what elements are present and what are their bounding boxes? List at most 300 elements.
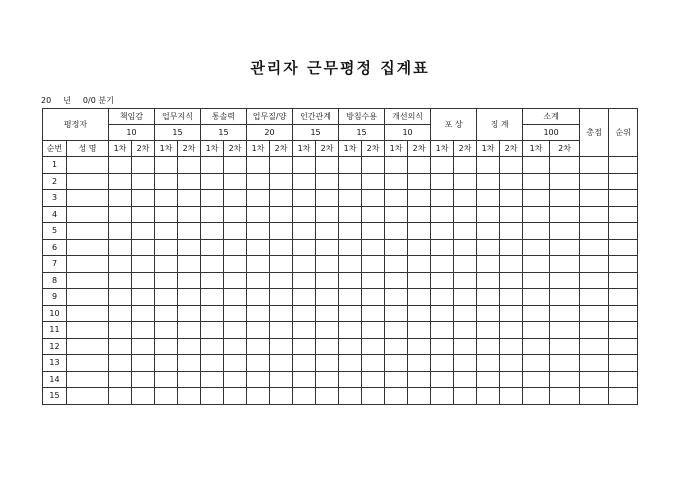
empty-cell[interactable] xyxy=(155,173,178,190)
empty-cell[interactable] xyxy=(362,223,385,240)
empty-cell[interactable] xyxy=(580,388,609,405)
empty-cell[interactable] xyxy=(362,322,385,339)
empty-cell[interactable] xyxy=(500,305,523,322)
empty-cell[interactable] xyxy=(550,305,580,322)
empty-cell[interactable] xyxy=(550,206,580,223)
empty-cell[interactable] xyxy=(385,371,408,388)
empty-cell[interactable] xyxy=(408,190,431,207)
empty-cell[interactable] xyxy=(224,223,247,240)
empty-cell[interactable] xyxy=(247,388,270,405)
empty-cell[interactable] xyxy=(385,173,408,190)
empty-cell[interactable] xyxy=(293,239,316,256)
empty-cell[interactable] xyxy=(609,272,638,289)
empty-cell[interactable] xyxy=(109,272,132,289)
empty-cell[interactable] xyxy=(477,355,500,372)
empty-cell[interactable] xyxy=(362,157,385,174)
empty-cell[interactable] xyxy=(477,223,500,240)
empty-cell[interactable] xyxy=(362,305,385,322)
empty-cell[interactable] xyxy=(67,173,109,190)
empty-cell[interactable] xyxy=(385,223,408,240)
empty-cell[interactable] xyxy=(431,223,454,240)
empty-cell[interactable] xyxy=(316,338,339,355)
empty-cell[interactable] xyxy=(247,338,270,355)
empty-cell[interactable] xyxy=(339,223,362,240)
empty-cell[interactable] xyxy=(385,305,408,322)
empty-cell[interactable] xyxy=(431,305,454,322)
empty-cell[interactable] xyxy=(247,289,270,306)
empty-cell[interactable] xyxy=(339,305,362,322)
empty-cell[interactable] xyxy=(385,239,408,256)
empty-cell[interactable] xyxy=(178,157,201,174)
empty-cell[interactable] xyxy=(339,289,362,306)
empty-cell[interactable] xyxy=(201,371,224,388)
empty-cell[interactable] xyxy=(155,355,178,372)
empty-cell[interactable] xyxy=(224,239,247,256)
empty-cell[interactable] xyxy=(270,190,293,207)
empty-cell[interactable] xyxy=(224,272,247,289)
empty-cell[interactable] xyxy=(67,239,109,256)
empty-cell[interactable] xyxy=(316,256,339,273)
empty-cell[interactable] xyxy=(550,173,580,190)
empty-cell[interactable] xyxy=(224,388,247,405)
empty-cell[interactable] xyxy=(580,305,609,322)
empty-cell[interactable] xyxy=(609,223,638,240)
empty-cell[interactable] xyxy=(109,305,132,322)
empty-cell[interactable] xyxy=(431,173,454,190)
empty-cell[interactable] xyxy=(316,190,339,207)
empty-cell[interactable] xyxy=(431,272,454,289)
empty-cell[interactable] xyxy=(431,190,454,207)
empty-cell[interactable] xyxy=(109,157,132,174)
empty-cell[interactable] xyxy=(523,190,550,207)
empty-cell[interactable] xyxy=(580,173,609,190)
empty-cell[interactable] xyxy=(247,190,270,207)
empty-cell[interactable] xyxy=(316,239,339,256)
empty-cell[interactable] xyxy=(580,157,609,174)
empty-cell[interactable] xyxy=(609,322,638,339)
empty-cell[interactable] xyxy=(109,173,132,190)
empty-cell[interactable] xyxy=(609,338,638,355)
empty-cell[interactable] xyxy=(293,272,316,289)
empty-cell[interactable] xyxy=(339,338,362,355)
empty-cell[interactable] xyxy=(431,371,454,388)
empty-cell[interactable] xyxy=(316,388,339,405)
empty-cell[interactable] xyxy=(293,355,316,372)
empty-cell[interactable] xyxy=(454,388,477,405)
empty-cell[interactable] xyxy=(477,157,500,174)
empty-cell[interactable] xyxy=(550,190,580,207)
empty-cell[interactable] xyxy=(454,338,477,355)
empty-cell[interactable] xyxy=(109,388,132,405)
empty-cell[interactable] xyxy=(454,206,477,223)
empty-cell[interactable] xyxy=(201,223,224,240)
empty-cell[interactable] xyxy=(431,322,454,339)
empty-cell[interactable] xyxy=(109,355,132,372)
empty-cell[interactable] xyxy=(293,173,316,190)
empty-cell[interactable] xyxy=(523,338,550,355)
empty-cell[interactable] xyxy=(523,355,550,372)
empty-cell[interactable] xyxy=(224,173,247,190)
empty-cell[interactable] xyxy=(385,289,408,306)
empty-cell[interactable] xyxy=(500,322,523,339)
empty-cell[interactable] xyxy=(247,322,270,339)
empty-cell[interactable] xyxy=(67,355,109,372)
empty-cell[interactable] xyxy=(408,206,431,223)
empty-cell[interactable] xyxy=(109,206,132,223)
empty-cell[interactable] xyxy=(454,223,477,240)
empty-cell[interactable] xyxy=(132,223,155,240)
empty-cell[interactable] xyxy=(477,272,500,289)
empty-cell[interactable] xyxy=(201,322,224,339)
empty-cell[interactable] xyxy=(201,305,224,322)
empty-cell[interactable] xyxy=(431,355,454,372)
empty-cell[interactable] xyxy=(178,322,201,339)
empty-cell[interactable] xyxy=(270,223,293,240)
empty-cell[interactable] xyxy=(293,206,316,223)
empty-cell[interactable] xyxy=(431,206,454,223)
empty-cell[interactable] xyxy=(580,322,609,339)
empty-cell[interactable] xyxy=(523,388,550,405)
empty-cell[interactable] xyxy=(500,388,523,405)
empty-cell[interactable] xyxy=(339,322,362,339)
empty-cell[interactable] xyxy=(224,338,247,355)
empty-cell[interactable] xyxy=(109,256,132,273)
empty-cell[interactable] xyxy=(178,206,201,223)
empty-cell[interactable] xyxy=(201,355,224,372)
empty-cell[interactable] xyxy=(178,173,201,190)
empty-cell[interactable] xyxy=(132,173,155,190)
empty-cell[interactable] xyxy=(408,157,431,174)
empty-cell[interactable] xyxy=(454,173,477,190)
empty-cell[interactable] xyxy=(454,289,477,306)
empty-cell[interactable] xyxy=(431,256,454,273)
empty-cell[interactable] xyxy=(580,355,609,372)
empty-cell[interactable] xyxy=(201,256,224,273)
empty-cell[interactable] xyxy=(270,173,293,190)
empty-cell[interactable] xyxy=(500,371,523,388)
empty-cell[interactable] xyxy=(201,157,224,174)
empty-cell[interactable] xyxy=(155,371,178,388)
empty-cell[interactable] xyxy=(132,355,155,372)
empty-cell[interactable] xyxy=(270,239,293,256)
empty-cell[interactable] xyxy=(550,223,580,240)
empty-cell[interactable] xyxy=(293,223,316,240)
empty-cell[interactable] xyxy=(408,388,431,405)
empty-cell[interactable] xyxy=(67,190,109,207)
empty-cell[interactable] xyxy=(408,355,431,372)
empty-cell[interactable] xyxy=(132,371,155,388)
empty-cell[interactable] xyxy=(316,322,339,339)
empty-cell[interactable] xyxy=(523,305,550,322)
empty-cell[interactable] xyxy=(550,322,580,339)
empty-cell[interactable] xyxy=(270,305,293,322)
empty-cell[interactable] xyxy=(270,388,293,405)
empty-cell[interactable] xyxy=(155,223,178,240)
empty-cell[interactable] xyxy=(201,239,224,256)
empty-cell[interactable] xyxy=(67,338,109,355)
empty-cell[interactable] xyxy=(316,206,339,223)
empty-cell[interactable] xyxy=(609,239,638,256)
empty-cell[interactable] xyxy=(580,338,609,355)
empty-cell[interactable] xyxy=(270,272,293,289)
empty-cell[interactable] xyxy=(293,190,316,207)
empty-cell[interactable] xyxy=(609,173,638,190)
empty-cell[interactable] xyxy=(550,355,580,372)
empty-cell[interactable] xyxy=(109,322,132,339)
empty-cell[interactable] xyxy=(550,272,580,289)
empty-cell[interactable] xyxy=(362,173,385,190)
empty-cell[interactable] xyxy=(224,289,247,306)
empty-cell[interactable] xyxy=(132,239,155,256)
empty-cell[interactable] xyxy=(523,256,550,273)
empty-cell[interactable] xyxy=(609,355,638,372)
empty-cell[interactable] xyxy=(247,305,270,322)
empty-cell[interactable] xyxy=(454,157,477,174)
empty-cell[interactable] xyxy=(155,190,178,207)
empty-cell[interactable] xyxy=(523,223,550,240)
empty-cell[interactable] xyxy=(155,388,178,405)
empty-cell[interactable] xyxy=(550,256,580,273)
empty-cell[interactable] xyxy=(132,388,155,405)
empty-cell[interactable] xyxy=(316,223,339,240)
empty-cell[interactable] xyxy=(270,371,293,388)
empty-cell[interactable] xyxy=(454,355,477,372)
empty-cell[interactable] xyxy=(109,223,132,240)
empty-cell[interactable] xyxy=(178,223,201,240)
empty-cell[interactable] xyxy=(362,289,385,306)
empty-cell[interactable] xyxy=(609,388,638,405)
empty-cell[interactable] xyxy=(477,371,500,388)
empty-cell[interactable] xyxy=(293,338,316,355)
empty-cell[interactable] xyxy=(550,239,580,256)
empty-cell[interactable] xyxy=(201,289,224,306)
empty-cell[interactable] xyxy=(523,206,550,223)
empty-cell[interactable] xyxy=(550,157,580,174)
empty-cell[interactable] xyxy=(550,338,580,355)
empty-cell[interactable] xyxy=(523,289,550,306)
empty-cell[interactable] xyxy=(408,256,431,273)
empty-cell[interactable] xyxy=(155,157,178,174)
empty-cell[interactable] xyxy=(109,371,132,388)
empty-cell[interactable] xyxy=(523,272,550,289)
empty-cell[interactable] xyxy=(316,272,339,289)
empty-cell[interactable] xyxy=(431,338,454,355)
empty-cell[interactable] xyxy=(477,206,500,223)
empty-cell[interactable] xyxy=(500,223,523,240)
empty-cell[interactable] xyxy=(500,256,523,273)
empty-cell[interactable] xyxy=(523,322,550,339)
empty-cell[interactable] xyxy=(500,355,523,372)
empty-cell[interactable] xyxy=(580,289,609,306)
empty-cell[interactable] xyxy=(109,190,132,207)
empty-cell[interactable] xyxy=(201,206,224,223)
empty-cell[interactable] xyxy=(67,305,109,322)
empty-cell[interactable] xyxy=(385,322,408,339)
empty-cell[interactable] xyxy=(316,371,339,388)
empty-cell[interactable] xyxy=(339,239,362,256)
empty-cell[interactable] xyxy=(609,206,638,223)
empty-cell[interactable] xyxy=(67,322,109,339)
empty-cell[interactable] xyxy=(408,289,431,306)
empty-cell[interactable] xyxy=(247,355,270,372)
empty-cell[interactable] xyxy=(408,272,431,289)
empty-cell[interactable] xyxy=(67,371,109,388)
empty-cell[interactable] xyxy=(454,272,477,289)
empty-cell[interactable] xyxy=(362,371,385,388)
empty-cell[interactable] xyxy=(408,305,431,322)
empty-cell[interactable] xyxy=(385,190,408,207)
empty-cell[interactable] xyxy=(109,289,132,306)
empty-cell[interactable] xyxy=(155,256,178,273)
empty-cell[interactable] xyxy=(155,272,178,289)
empty-cell[interactable] xyxy=(339,190,362,207)
empty-cell[interactable] xyxy=(385,388,408,405)
empty-cell[interactable] xyxy=(550,371,580,388)
empty-cell[interactable] xyxy=(431,157,454,174)
empty-cell[interactable] xyxy=(224,256,247,273)
empty-cell[interactable] xyxy=(454,256,477,273)
empty-cell[interactable] xyxy=(477,322,500,339)
empty-cell[interactable] xyxy=(431,289,454,306)
empty-cell[interactable] xyxy=(247,173,270,190)
empty-cell[interactable] xyxy=(362,239,385,256)
empty-cell[interactable] xyxy=(477,338,500,355)
empty-cell[interactable] xyxy=(178,256,201,273)
empty-cell[interactable] xyxy=(224,322,247,339)
empty-cell[interactable] xyxy=(477,388,500,405)
empty-cell[interactable] xyxy=(247,256,270,273)
empty-cell[interactable] xyxy=(362,355,385,372)
empty-cell[interactable] xyxy=(580,206,609,223)
empty-cell[interactable] xyxy=(550,388,580,405)
empty-cell[interactable] xyxy=(580,223,609,240)
empty-cell[interactable] xyxy=(247,206,270,223)
empty-cell[interactable] xyxy=(109,338,132,355)
empty-cell[interactable] xyxy=(132,289,155,306)
empty-cell[interactable] xyxy=(201,388,224,405)
empty-cell[interactable] xyxy=(454,239,477,256)
empty-cell[interactable] xyxy=(339,388,362,405)
empty-cell[interactable] xyxy=(293,388,316,405)
empty-cell[interactable] xyxy=(362,190,385,207)
empty-cell[interactable] xyxy=(224,371,247,388)
empty-cell[interactable] xyxy=(500,289,523,306)
empty-cell[interactable] xyxy=(339,157,362,174)
empty-cell[interactable] xyxy=(339,206,362,223)
empty-cell[interactable] xyxy=(550,289,580,306)
empty-cell[interactable] xyxy=(178,190,201,207)
empty-cell[interactable] xyxy=(523,157,550,174)
empty-cell[interactable] xyxy=(155,206,178,223)
empty-cell[interactable] xyxy=(201,190,224,207)
empty-cell[interactable] xyxy=(247,272,270,289)
empty-cell[interactable] xyxy=(609,256,638,273)
empty-cell[interactable] xyxy=(362,338,385,355)
empty-cell[interactable] xyxy=(362,388,385,405)
empty-cell[interactable] xyxy=(477,173,500,190)
empty-cell[interactable] xyxy=(454,190,477,207)
empty-cell[interactable] xyxy=(67,206,109,223)
empty-cell[interactable] xyxy=(293,289,316,306)
empty-cell[interactable] xyxy=(316,157,339,174)
empty-cell[interactable] xyxy=(293,157,316,174)
empty-cell[interactable] xyxy=(580,256,609,273)
empty-cell[interactable] xyxy=(385,338,408,355)
empty-cell[interactable] xyxy=(316,289,339,306)
empty-cell[interactable] xyxy=(155,338,178,355)
empty-cell[interactable] xyxy=(293,256,316,273)
empty-cell[interactable] xyxy=(431,388,454,405)
empty-cell[interactable] xyxy=(201,173,224,190)
empty-cell[interactable] xyxy=(609,190,638,207)
empty-cell[interactable] xyxy=(270,206,293,223)
empty-cell[interactable] xyxy=(500,239,523,256)
empty-cell[interactable] xyxy=(500,272,523,289)
empty-cell[interactable] xyxy=(580,239,609,256)
empty-cell[interactable] xyxy=(385,272,408,289)
empty-cell[interactable] xyxy=(270,322,293,339)
empty-cell[interactable] xyxy=(155,239,178,256)
empty-cell[interactable] xyxy=(477,305,500,322)
empty-cell[interactable] xyxy=(247,157,270,174)
empty-cell[interactable] xyxy=(609,289,638,306)
empty-cell[interactable] xyxy=(523,371,550,388)
empty-cell[interactable] xyxy=(178,305,201,322)
empty-cell[interactable] xyxy=(178,239,201,256)
empty-cell[interactable] xyxy=(132,190,155,207)
empty-cell[interactable] xyxy=(67,157,109,174)
empty-cell[interactable] xyxy=(293,371,316,388)
empty-cell[interactable] xyxy=(339,272,362,289)
empty-cell[interactable] xyxy=(454,305,477,322)
empty-cell[interactable] xyxy=(224,355,247,372)
empty-cell[interactable] xyxy=(67,256,109,273)
empty-cell[interactable] xyxy=(385,355,408,372)
empty-cell[interactable] xyxy=(132,272,155,289)
empty-cell[interactable] xyxy=(247,223,270,240)
empty-cell[interactable] xyxy=(408,322,431,339)
empty-cell[interactable] xyxy=(500,190,523,207)
empty-cell[interactable] xyxy=(270,157,293,174)
empty-cell[interactable] xyxy=(500,206,523,223)
empty-cell[interactable] xyxy=(178,388,201,405)
empty-cell[interactable] xyxy=(339,173,362,190)
empty-cell[interactable] xyxy=(270,289,293,306)
empty-cell[interactable] xyxy=(178,272,201,289)
empty-cell[interactable] xyxy=(132,256,155,273)
empty-cell[interactable] xyxy=(385,206,408,223)
empty-cell[interactable] xyxy=(339,371,362,388)
empty-cell[interactable] xyxy=(224,157,247,174)
empty-cell[interactable] xyxy=(408,173,431,190)
empty-cell[interactable] xyxy=(201,338,224,355)
empty-cell[interactable] xyxy=(247,371,270,388)
empty-cell[interactable] xyxy=(224,206,247,223)
empty-cell[interactable] xyxy=(500,173,523,190)
empty-cell[interactable] xyxy=(408,371,431,388)
empty-cell[interactable] xyxy=(454,322,477,339)
empty-cell[interactable] xyxy=(178,289,201,306)
empty-cell[interactable] xyxy=(339,355,362,372)
empty-cell[interactable] xyxy=(67,388,109,405)
empty-cell[interactable] xyxy=(408,239,431,256)
empty-cell[interactable] xyxy=(316,305,339,322)
empty-cell[interactable] xyxy=(293,305,316,322)
empty-cell[interactable] xyxy=(408,223,431,240)
empty-cell[interactable] xyxy=(580,371,609,388)
empty-cell[interactable] xyxy=(385,256,408,273)
empty-cell[interactable] xyxy=(454,371,477,388)
